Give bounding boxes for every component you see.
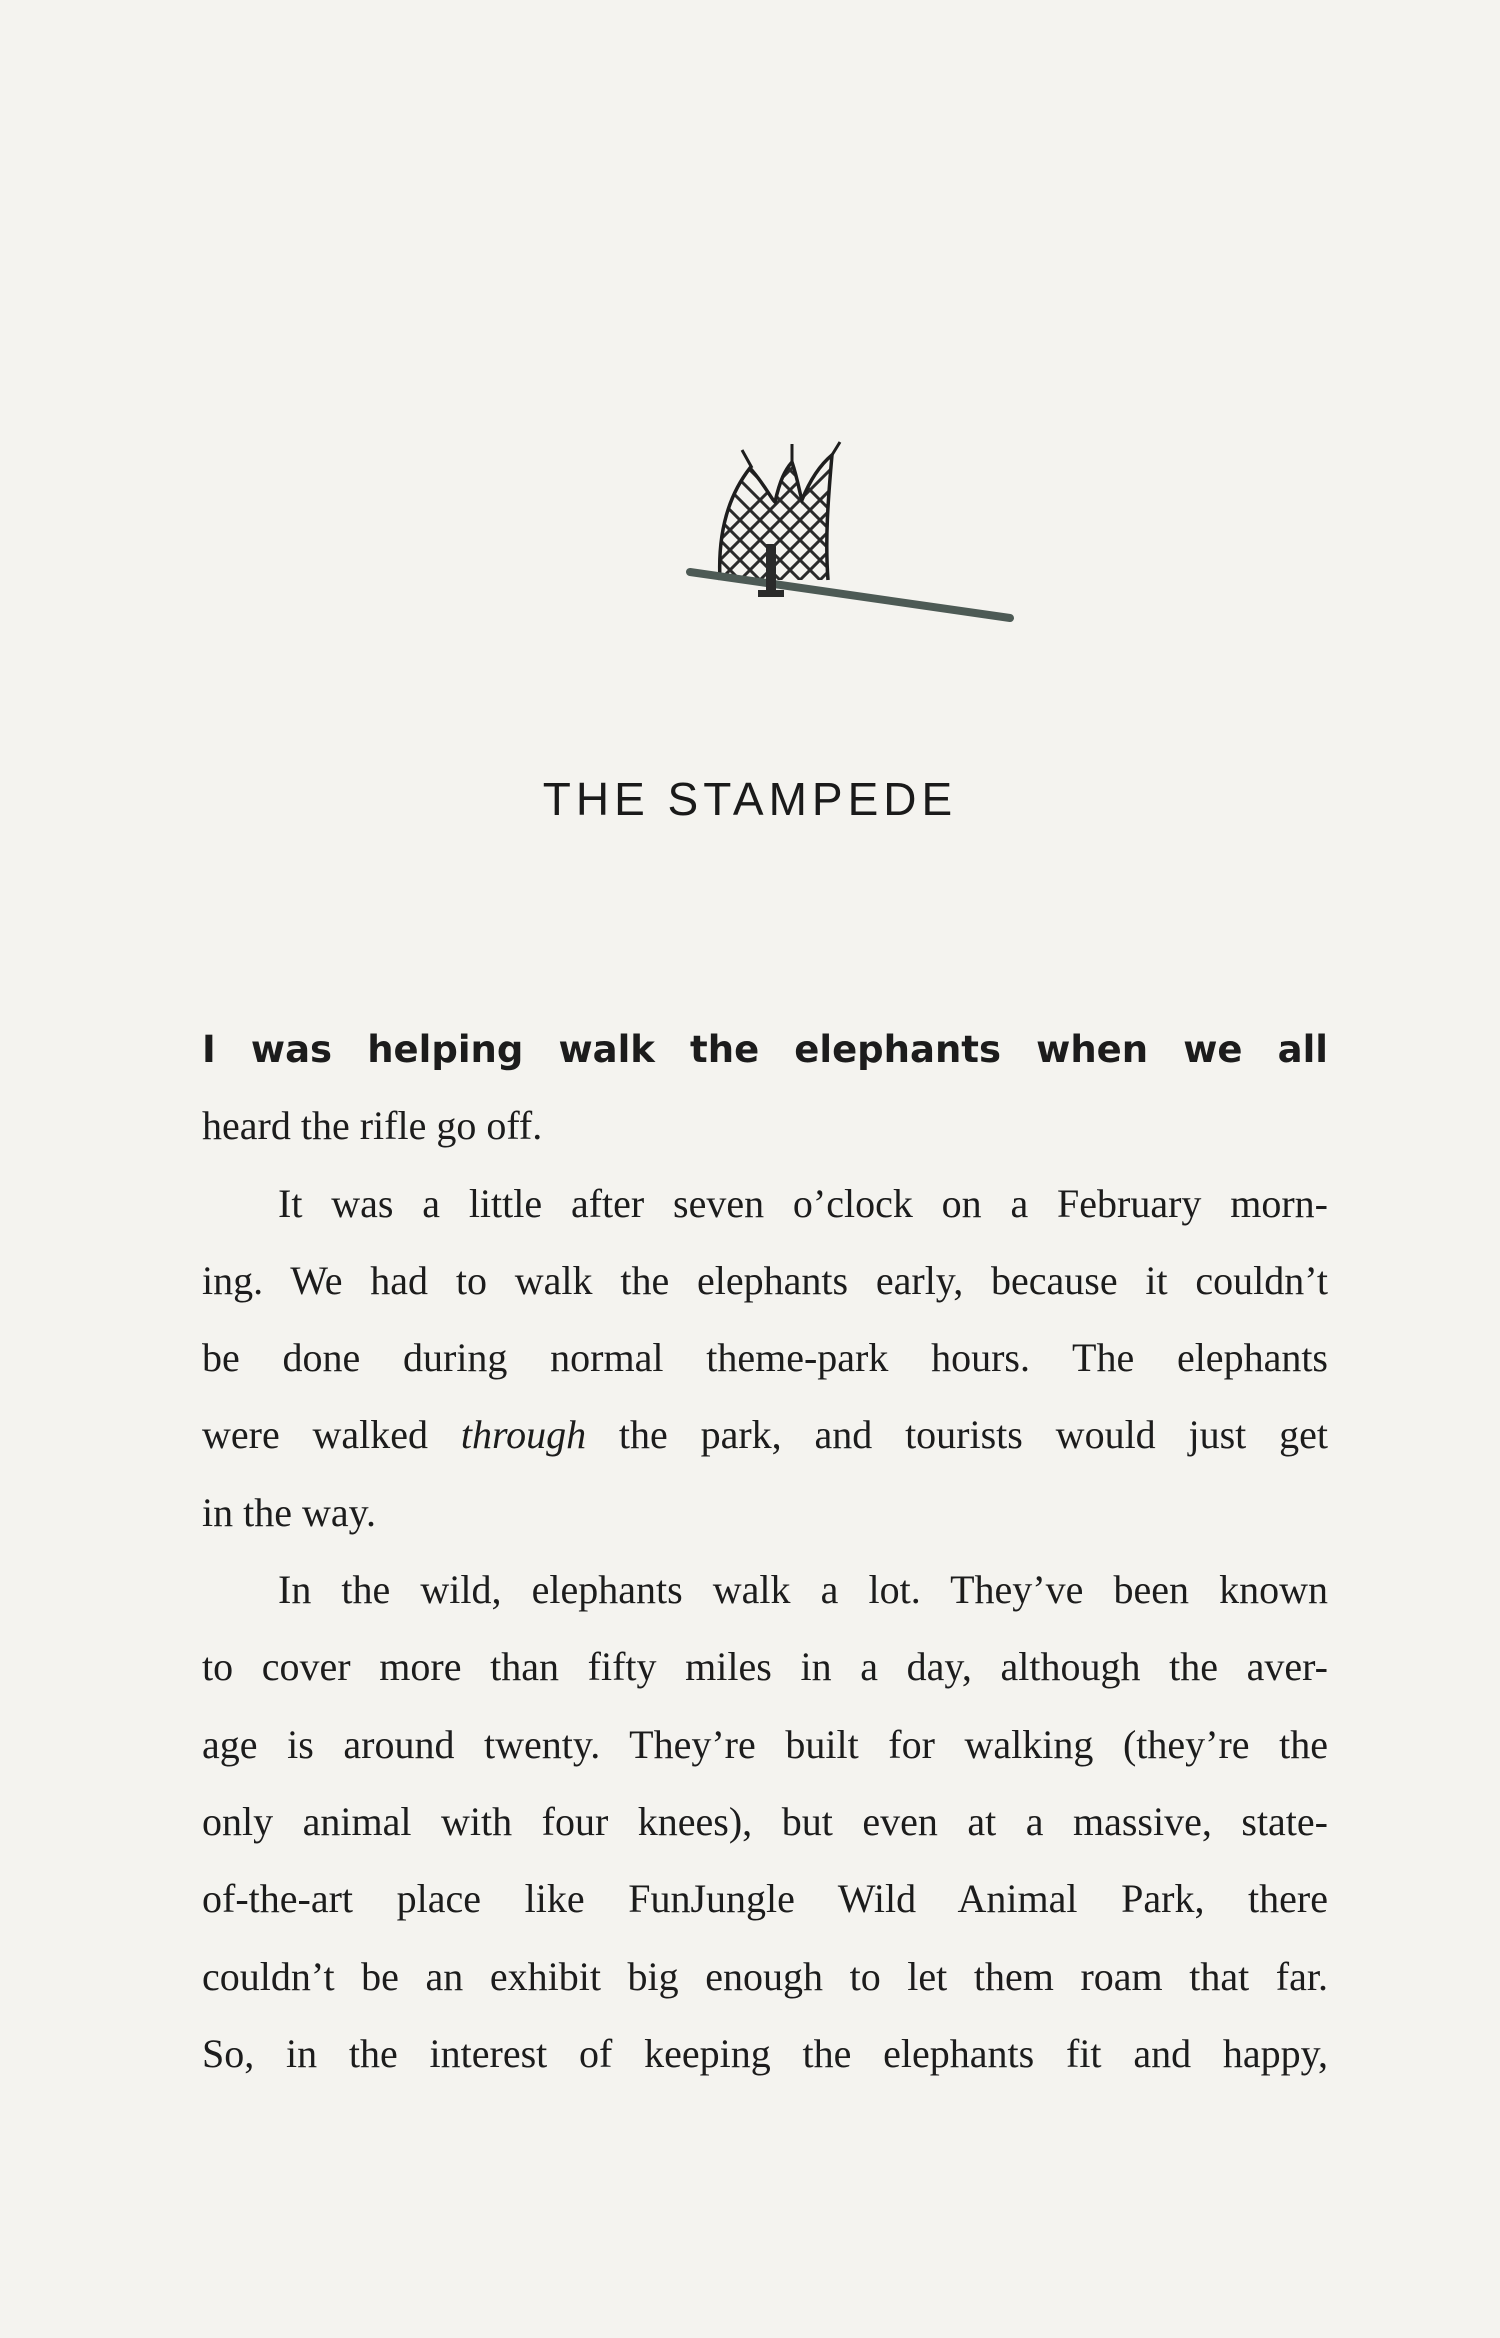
- net-on-pole-icon: [680, 440, 1020, 640]
- paragraph-line: In the wild, elephants walk a lot. They’ve been known: [278, 1567, 1328, 1613]
- text-run: the park, and tourists would just get: [586, 1412, 1328, 1458]
- paragraph-line: age is around twenty. They’re built for walking (they’re the: [202, 1721, 1328, 1767]
- paragraph-line: [202, 1396, 1328, 1473]
- paragraph-line: of-the-art place like FunJungle Wild Animal Park, there: [202, 1876, 1328, 1922]
- text-run: were walked: [202, 1412, 461, 1458]
- paragraph-line: ing. We had to walk the elephants early, because it couldn’t: [202, 1257, 1328, 1303]
- paragraph-line: be done during normal theme-park hours. The elephants: [202, 1335, 1328, 1381]
- paragraph-line: to cover more than fifty miles in a day, although the aver-: [202, 1644, 1328, 1690]
- paragraph-line: [202, 1010, 1328, 1087]
- italic-emphasis: through: [460, 1412, 587, 1458]
- paragraph-line: So, in the interest of keeping the elephants fit and happy,: [202, 2030, 1328, 2076]
- paragraph-line: couldn’t be an exhibit big enough to let them roam that far.: [202, 1953, 1328, 1999]
- lead-in-text: I was helping walk the elephants when we all: [202, 1028, 1328, 1071]
- paragraph-line: only animal with four knees), but even at a massive, state-: [202, 1798, 1328, 1844]
- chapter-body: [202, 1010, 1328, 2092]
- paragraph-line: in the way.: [202, 1489, 377, 1535]
- chapter-title: THE STAMPEDE: [542, 773, 958, 825]
- paragraph-line: heard the rifle go off.: [202, 1103, 543, 1149]
- paragraph-line: It was a little after seven o’clock on a February morn-: [278, 1180, 1328, 1226]
